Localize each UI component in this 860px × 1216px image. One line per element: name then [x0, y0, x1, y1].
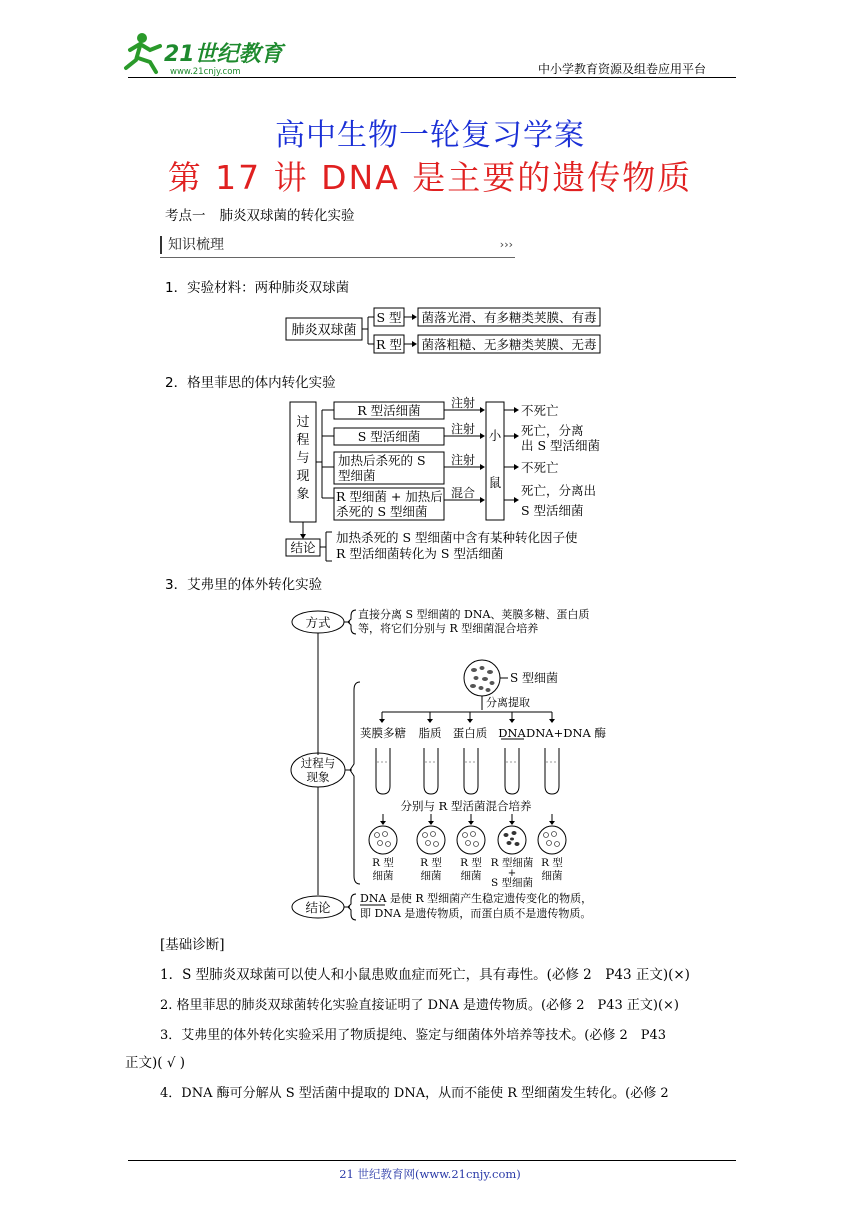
fig3-process-1: 过程与 — [300, 756, 336, 770]
lesson-title: 第 17 讲 DNA 是主要的遗传物质 — [167, 158, 693, 197]
item-1: 1．实验材料：两种肺炎双球菌 — [165, 280, 350, 296]
banner-bar — [160, 236, 162, 254]
fig1-r-desc: 菌落粗糙、无多糖类荚膜、无毒 — [421, 337, 597, 352]
fig1-s-desc: 菌落光滑、有多糖类荚膜、有毒 — [421, 310, 597, 325]
fig3-res-3b: 细菌 — [460, 870, 482, 882]
diagnosis-q2: 2. 格里菲思的肺炎双球菌转化实验直接证明了 DNA 是遗传物质。(必修 2 P43 正文)(×) — [160, 998, 679, 1013]
fig3-comp-3: 蛋白质 — [452, 726, 488, 740]
fig3-comp-2: 脂质 — [418, 726, 442, 740]
fig3-res-2b: 细菌 — [420, 870, 442, 882]
fig3-res-4c: S 型细菌 — [490, 877, 534, 889]
page-title: 高中生物一轮复习学案 — [275, 118, 585, 153]
fig1-root: 肺炎双球菌 — [291, 323, 357, 338]
fig3-res-4a: R 型细菌 — [490, 857, 534, 869]
logo-url: www.21cnjy.com — [170, 67, 241, 77]
fig3-res-2a: R 型 — [420, 857, 442, 869]
fig2-conclusion-label: 结论 — [290, 540, 316, 555]
fig2-mouse-1: 鼠 — [488, 475, 502, 490]
fig-griffith-experiment — [282, 392, 622, 564]
fig2-result-1: 不死亡 — [521, 403, 559, 418]
fig3-conclusion-label: 结论 — [305, 900, 331, 915]
diagnosis-q3-line1: 3．艾弗里的体外转化实验采用了物质提纯、鉴定与细菌体外培养等技术。(必修 2 P43 — [160, 1028, 667, 1043]
fig2-action-3: 注射 — [450, 453, 476, 467]
fig2-box-3a: 加热后杀死的 S — [338, 453, 426, 468]
section-label: 考点一 — [165, 208, 206, 224]
fig3-method-1: 直接分离 S 型细菌的 DNA、荚膜多糖、蛋白质 — [358, 608, 590, 621]
fig2-mouse-0: 小 — [488, 428, 502, 443]
fig2-box-2: S 型活细菌 — [357, 429, 421, 444]
fig3-method-2: 等，将它们分别与 R 型细菌混合培养 — [358, 622, 539, 635]
fig-avery-experiment — [290, 600, 610, 926]
diagnosis-q3-line2: 正文)( √ ) — [125, 1055, 185, 1071]
fig2-action-1: 注射 — [450, 396, 476, 410]
fig3-method-label: 方式 — [305, 615, 331, 630]
diagnosis-q1: 1．S 型肺炎双球菌可以使人和小鼠患败血症而死亡，具有毒性。(必修 2 P43 正文)(×) — [160, 967, 690, 983]
platform-name: 中小学教育资源及组卷应用平台 — [538, 62, 707, 76]
fig2-side-3: 现 — [296, 469, 310, 484]
fig3-comp-1: 荚膜多糖 — [360, 726, 406, 740]
section-name: 肺炎双球菌的转化实验 — [219, 208, 355, 224]
chevrons-icon: ››› — [499, 238, 513, 251]
fig2-result-2a: 死亡，分离 — [521, 423, 584, 438]
footer-text: 21 世纪教育网(www.21cnjy.com) — [339, 1167, 521, 1181]
fig2-box-3b: 型细菌 — [338, 468, 376, 483]
diagnosis-q4: 4．DNA 酶可分解从 S 型活菌中提取的 DNA，从而不能使 R 型细菌发生转化。(必修 2 — [160, 1086, 669, 1101]
fig1-s-type: S 型 — [376, 310, 402, 325]
header-rule — [128, 77, 736, 78]
fig3-mix-text: 分别与 R 型活菌混合培养 — [400, 799, 532, 813]
fig2-side-2: 与 — [296, 451, 310, 466]
fig2-box-1: R 型活细菌 — [357, 403, 421, 418]
fig3-res-4b: + — [507, 868, 517, 879]
fig2-box-4a: R 型细菌 + 加热后 — [336, 489, 443, 504]
fig2-box-4b: 杀死的 S 型细菌 — [336, 504, 428, 519]
fig2-conclusion-2: R 型活细菌转化为 S 型活细菌 — [336, 546, 504, 561]
fig2-side-1: 程 — [296, 433, 310, 448]
footer-rule — [128, 1160, 736, 1161]
section-heading — [165, 204, 369, 224]
fig3-res-5a: R 型 — [541, 857, 563, 869]
fig2-result-4b: S 型活细菌 — [521, 503, 584, 518]
fig3-process-2: 现象 — [306, 770, 330, 784]
fig3-comp-5: DNA+DNA 酶 — [526, 726, 606, 740]
fig2-side-0: 过 — [296, 415, 310, 430]
fig3-res-5b: 细菌 — [541, 870, 563, 882]
site-logo — [120, 28, 290, 78]
logo-text: 21世纪教育 — [164, 42, 283, 67]
item-2: 2．格里菲思的体内转化实验 — [165, 375, 336, 391]
fig2-result-3: 不死亡 — [521, 460, 559, 475]
fig-bacteria-types — [284, 300, 614, 360]
fig2-side-4: 象 — [296, 487, 310, 502]
fig2-action-2: 注射 — [450, 422, 476, 436]
fig3-res-1b: 细菌 — [372, 870, 394, 882]
fig1-r-type: R 型 — [376, 337, 402, 352]
fig3-conclusion-1: DNA 是使 R 型细菌产生稳定遗传变化的物质， — [360, 892, 593, 905]
fig3-res-1a: R 型 — [372, 857, 394, 869]
item-3: 3．艾弗里的体外转化实验 — [165, 577, 323, 593]
fig3-res-3a: R 型 — [460, 857, 482, 869]
fig2-action-4: 混合 — [450, 486, 476, 500]
fig2-result-4a: 死亡，分离出 — [521, 483, 597, 498]
knowledge-banner — [160, 233, 515, 258]
fig2-conclusion-1: 加热杀死的 S 型细菌中含有某种转化因子使 — [336, 530, 578, 545]
fig3-s-cell: S 型细菌 — [510, 671, 559, 685]
fig3-comp-4: DNA — [498, 726, 526, 740]
diagnosis-heading: [基础诊断] — [160, 937, 225, 953]
fig3-extract: 分离提取 — [486, 696, 530, 709]
banner-label: 知识梳理 — [168, 237, 224, 253]
fig2-result-2b: 出 S 型活细菌 — [521, 438, 601, 453]
fig3-conclusion-2: 即 DNA 是遗传物质，而蛋白质不是遗传物质。 — [360, 907, 592, 920]
